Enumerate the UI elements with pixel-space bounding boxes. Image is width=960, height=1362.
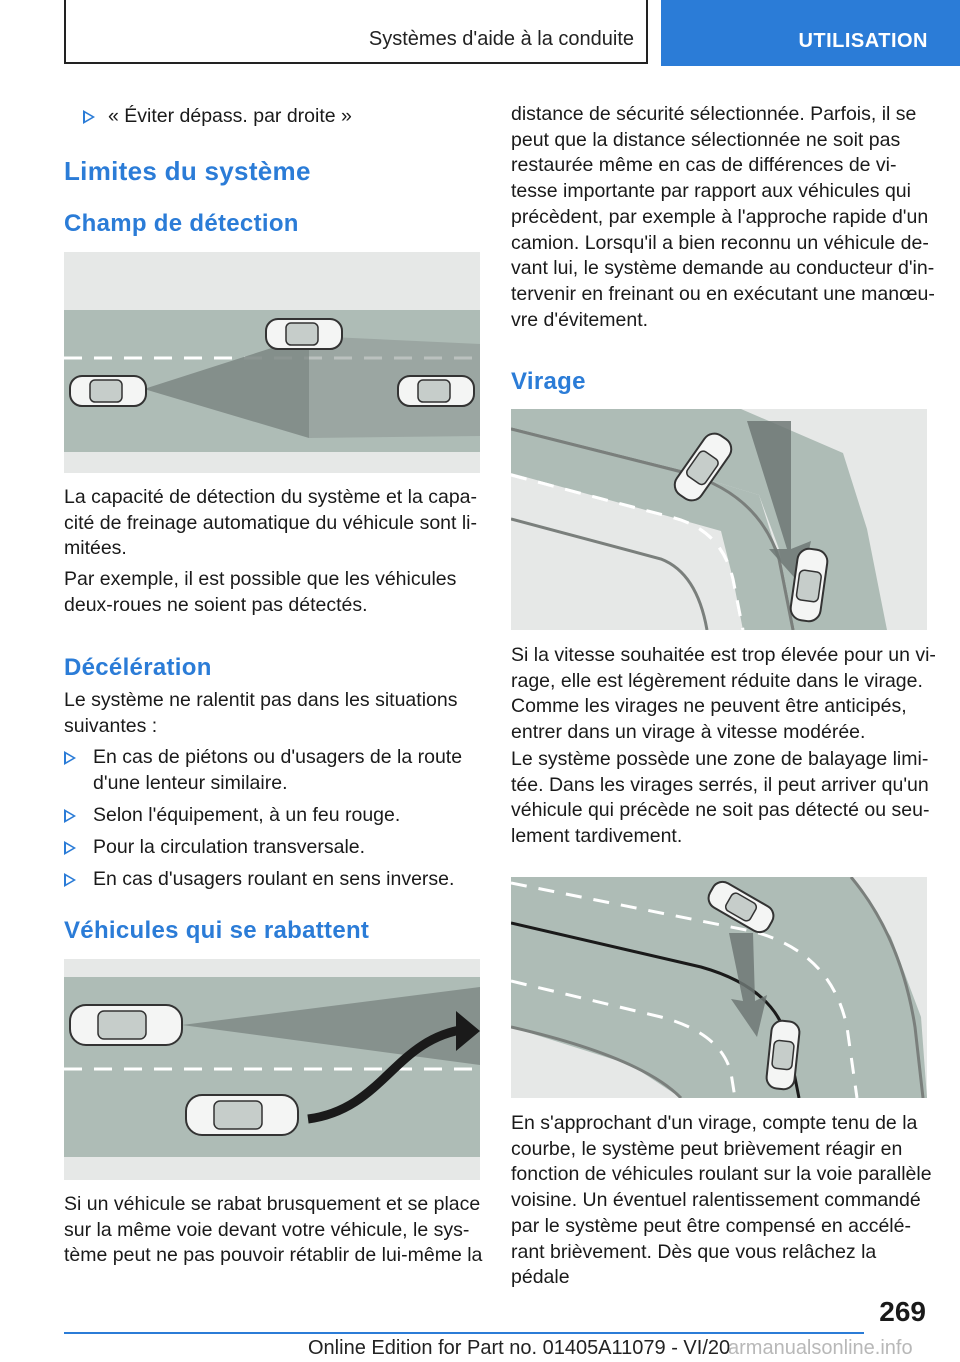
list-item-text: « Éviter dépass. par droite » <box>108 105 352 127</box>
list-item-text: En cas de piétons ou d'usagers de la route d'une lenteur similaire. <box>93 746 463 794</box>
bullet-triangle-icon <box>83 110 95 124</box>
heading-limits: Limites du système <box>64 156 311 186</box>
list-item-text: En cas d'usagers roulant en sens inverse. <box>93 868 455 890</box>
paragraph-cut-in: Si un véhicule se rabat brusquement et se place sur la même voie devant votre véhicule, le sys- tème peut ne pas pouvoir rétablir de lui-même la <box>64 1193 483 1267</box>
heading-deceleration: Décélération <box>64 654 212 681</box>
paragraph-deceleration: Le système ne ralentit pas dans les situations suivantes : <box>64 689 458 737</box>
watermark: armanualsonline.info <box>728 1337 913 1359</box>
car-adjacent-lane-icon <box>266 319 342 349</box>
figure-cut-in <box>64 959 480 1180</box>
figure-curve <box>511 409 927 630</box>
header-chapter-label: UTILISATION <box>798 30 928 52</box>
car-ahead-same-lane-icon <box>398 376 474 406</box>
footer-edition: Online Edition for Part no. 01405A11079 - VI/20 <box>308 1337 731 1359</box>
bullet-triangle-icon <box>64 841 76 855</box>
footer-divider <box>64 1332 864 1334</box>
car-ego-icon <box>70 376 146 406</box>
bullet-triangle-icon <box>64 873 76 887</box>
paragraph-curve-3: En s'approchant d'un virage, compte tenu de la courbe, le système peut brièvement réagir en fonction de véhicules roulant sur la voie parallèle voisine. Un éventuel ralentissement commandé par le système peut être compensé en accélé- rant brièvement. Dès que vous relâchez la pédale <box>511 1112 932 1289</box>
list-item-text: Pour la circulation transversale. <box>93 836 366 858</box>
car-adjacent-lane-icon <box>766 1020 801 1091</box>
list-item-text: Selon l'équipement, à un feu rouge. <box>93 804 401 826</box>
heading-cut-in: Véhicules qui se rabattent <box>64 917 370 944</box>
paragraph-cut-in-continued: distance de sécurité sélectionnée. Parfois, il se peut que la distance sélectionnée ne soit pas restaurée même en cas de différences de vi- tesse importante par rapport aux véhicules qui précèdent, par exemple à l'approche rapide d'un camion. Lorsqu'il a bien reconnu un véhicule de- vant lui, le système demande au conducteur d'in- tervenir en freinant ou en exécutant une manœu- vre d'évitement. <box>511 103 935 331</box>
header-section-box <box>64 0 648 64</box>
bullet-triangle-icon <box>64 809 76 823</box>
header-chapter-tab <box>661 0 960 66</box>
paragraph-detection-2: Par exemple, il est possible que les véhicules deux-roues ne soient pas détectés. <box>64 568 457 616</box>
paragraph-curve-1: Si la vitesse souhaitée est trop élevée pour un vi- rage, elle est légèrement réduite dans le virage. Comme les virages ne peuvent être anticipés, entrer dans un virage à vitesse modérée. <box>511 644 936 744</box>
header-section-title: Systèmes d'aide à la conduite <box>368 28 634 50</box>
page-number: 269 <box>879 1296 926 1327</box>
list-item <box>64 745 484 797</box>
figure-detection-field <box>64 252 480 473</box>
figure-curve-adjacent-lane <box>511 877 927 1098</box>
bullet-triangle-icon <box>64 751 76 765</box>
paragraph-curve-2: Le système possède une zone de balayage limi- tée. Dans les virages serrés, il peut arriver qu'un véhicule qui précède ne soit pas détecté ou seu- lement tardivement. <box>511 748 930 848</box>
heading-curve: Virage <box>511 368 586 395</box>
heading-detection-field: Champ de détection <box>64 210 299 237</box>
car-cutting-in-icon <box>186 1095 298 1135</box>
car-ego-icon <box>70 1005 182 1045</box>
paragraph-detection-1: La capacité de détection du système et la capa- cité de freinage automatique du véhicule sont li- mitées. <box>64 486 478 560</box>
